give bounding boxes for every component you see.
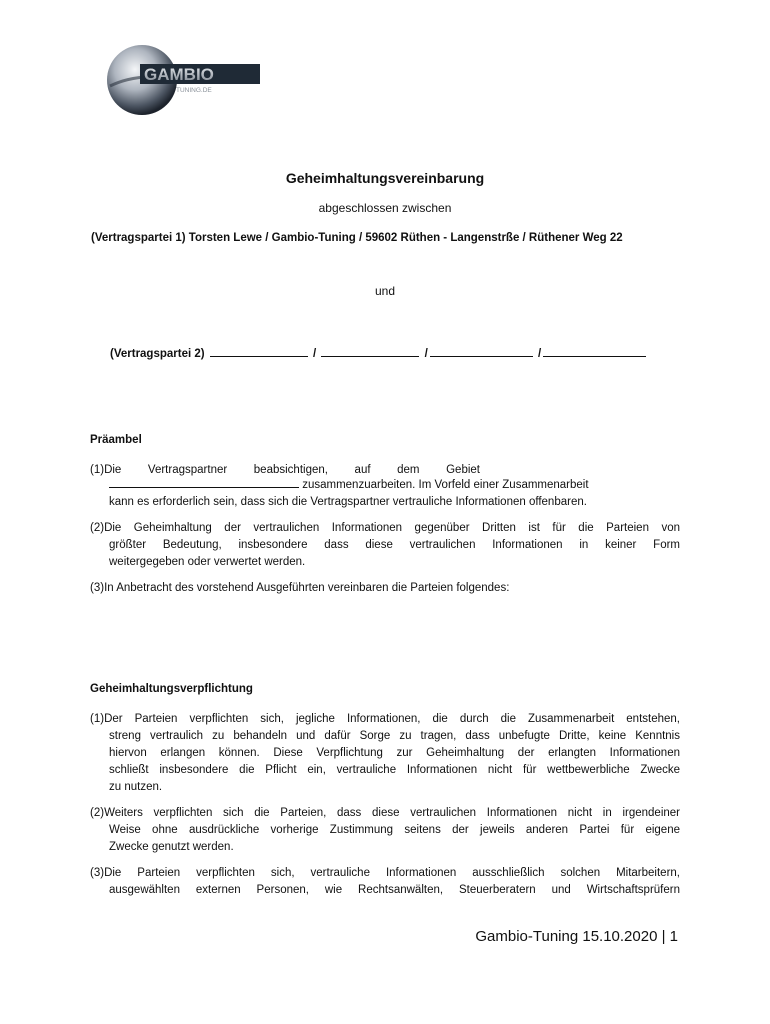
party-2-blank-street xyxy=(543,345,646,357)
field-blank-area xyxy=(109,477,299,488)
party-2-blank-name xyxy=(210,345,308,357)
party-2-line xyxy=(110,345,710,360)
conjunction-und: und xyxy=(374,284,396,298)
separator: / xyxy=(538,348,542,360)
preamble-paragraph-2: (2)Die Geheimhaltung der vertraulichen Informationen gegenüber Dritten ist für die Parteien von größter Bedeutung, insbesondere dass diese vertraulichen Informationen in keiner Form weitergegeben oder verwertet werden. xyxy=(90,522,680,568)
separator: / xyxy=(313,348,317,360)
logo-brand-text: GAMBIO xyxy=(144,65,214,84)
document-subtitle: abgeschlossen zwischen xyxy=(318,201,452,215)
party-2-label: (Vertragspartei 2) xyxy=(110,348,205,360)
document-title: Geheimhaltungsvereinbarung xyxy=(285,170,485,186)
company-logo xyxy=(104,42,264,118)
obligation-paragraph-3: (3)Die Parteien verpflichten sich, vertrauliche Informationen ausschließlich solchen Mitarbeitern, ausgewählten externen Personen, wie Rechtsanwälten, Steuerberatern und Wirtschaftsprüfern xyxy=(90,867,680,896)
logo-sub-text: TUNING.DE xyxy=(176,87,212,94)
party-1-line: (Vertragspartei 1) Torsten Lewe / Gambio-Tuning / 59602 Rüthen - Langenstrße / Rüthener Weg 22 xyxy=(91,232,623,244)
separator: / xyxy=(424,348,428,360)
preamble-paragraph-1: (1)Die Vertragspartner beabsichtigen, auf dem Gebiet zusammenzuarbeiten. Im Vorfeld einer Zusammenarbeit kann es erforderlich sein, dass sich die Vertragspartner vertrauliche Informationen offenbaren. xyxy=(90,464,589,508)
preamble-paragraph-3: (3)In Anbetracht des vorstehend Ausgeführten vereinbaren die Parteien folgendes: xyxy=(90,582,510,594)
page-footer: Gambio-Tuning 15.10.2020 | 1 xyxy=(475,928,678,945)
party-2-blank-city xyxy=(430,345,533,357)
obligation-paragraph-1: (1)Der Parteien verpflichten sich, jegliche Informationen, die durch die Zusammenarbeit entstehen, streng vertraulich zu behandeln und dafür Sorge zu tragen, dass unbefugte Dritte, keine Kenntnis hiervon erlangen können. Diese Verpflichtung zur Geheimhaltung der erlangten Informationen schließt insbesondere die Pflicht ein, vertrauliche Informationen nicht für wettbewerbliche Zwecke zu nutzen. xyxy=(90,713,680,793)
obligation-heading: Geheimhaltungsverpflichtung xyxy=(90,683,253,695)
party-2-blank-company xyxy=(321,345,419,357)
obligation-paragraph-2: (2)Weiters verpflichten sich die Parteien, dass diese vertraulichen Informationen nicht in irgendeiner Weise ohne ausdrückliche vorherige Zustimmung seitens der jeweils anderen Partei für eigene Zwecke genutzt werden. xyxy=(90,807,680,853)
preamble-section xyxy=(90,462,680,606)
preamble-heading: Präambel xyxy=(90,434,142,446)
obligation-section xyxy=(90,711,680,908)
